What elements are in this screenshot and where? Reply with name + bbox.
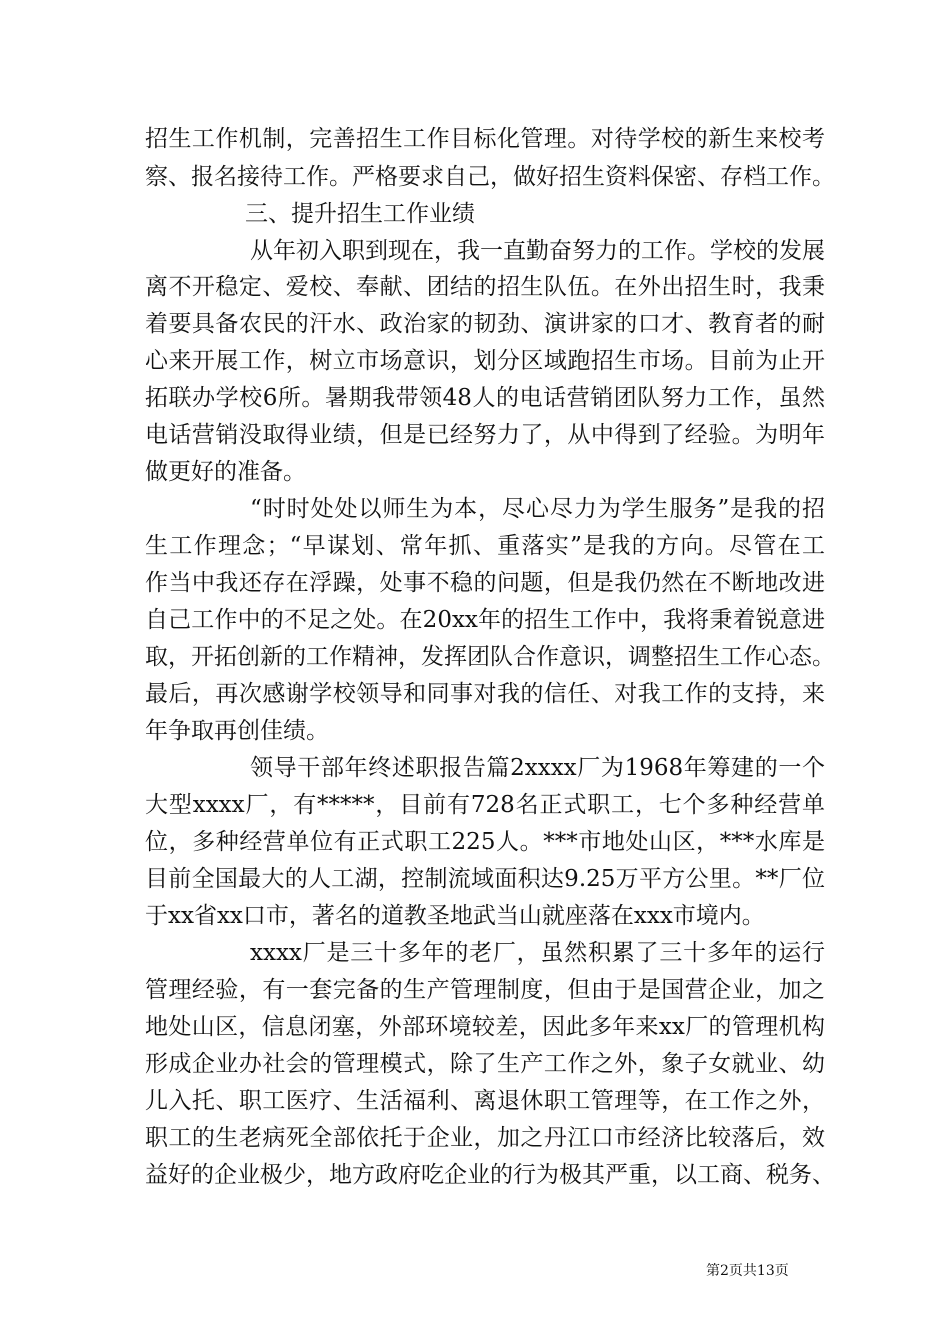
section-heading: 三、提升招生工作业绩	[245, 201, 475, 227]
paragraph-line: 自己工作中的不足之处。在20xx年的招生工作中，我将秉着锐意进	[145, 607, 825, 633]
paragraph-line: 最后，再次感谢学校领导和同事对我的信任、对我工作的支持，来	[145, 681, 825, 707]
paragraph-line: 从年初入职到现在，我一直勤奋努力的工作。学校的发展	[250, 238, 825, 264]
paragraph-line: 儿入托、职工医疗、生活福利、离退休职工管理等，在工作之外，	[145, 1088, 825, 1114]
paragraph-line: 拓联办学校6所。暑期我带领48人的电话营销团队努力工作，虽然	[145, 385, 825, 411]
page-number: 第2页共13页	[706, 1263, 789, 1279]
paragraph-line: 管理经验，有一套完备的生产管理制度，但由于是国营企业，加之	[145, 977, 825, 1003]
paragraph-line: 形成企业办社会的管理模式，除了生产工作之外，象子女就业、幼	[145, 1051, 825, 1077]
paragraph-line: 生工作理念；“早谋划、常年抓、重落实”是我的方向。尽管在工	[145, 533, 825, 559]
paragraph-line: 电话营销没取得业绩，但是已经努力了，从中得到了经验。为明年	[145, 422, 825, 448]
paragraph-line: 职工的生老病死全部依托于企业，加之丹江口市经济比较落后，效	[145, 1125, 825, 1151]
paragraph-line: 益好的企业极少，地方政府吃企业的行为极其严重，以工商、税务、	[145, 1162, 835, 1188]
paragraph-line: 作当中我还存在浮躁，处事不稳的问题，但是我仍然在不断地改进	[145, 570, 825, 596]
paragraph-line: 目前全国最大的人工湖，控制流域面积达9.25万平方公里。**厂位	[145, 866, 825, 892]
paragraph-line: 于xx省xx口市，著名的道教圣地武当山就座落在xxx市境内。	[145, 903, 765, 929]
paragraph-line: xxxx厂是三十多年的老厂，虽然积累了三十多年的运行	[250, 940, 825, 966]
paragraph-line: 着要具备农民的汗水、政治家的韧劲、演讲家的口才、教育者的耐	[145, 311, 825, 337]
paragraph-line: “时时处处以师生为本，尽心尽力为学生服务”是我的招	[250, 496, 825, 522]
paragraph-line: 领导干部年终述职报告篇2xxxx厂为1968年筹建的一个	[250, 755, 825, 781]
paragraph-line: 大型xxxx厂，有*****，目前有728名正式职工，七个多种经营单	[145, 792, 825, 818]
paragraph-line: 位，多种经营单位有正式职工225人。***市地处山区，***水库是	[145, 829, 825, 855]
paragraph-line: 离不开稳定、爱校、奉献、团结的招生队伍。在外出招生时，我秉	[145, 274, 825, 300]
paragraph-line: 察、报名接待工作。严格要求自己，做好招生资料保密、存档工作。	[145, 164, 835, 190]
paragraph-line: 心来开展工作，树立市场意识，划分区域跑招生市场。目前为止开	[145, 348, 825, 374]
paragraph-line: 年争取再创佳绩。	[145, 718, 329, 744]
paragraph-line: 做更好的准备。	[145, 459, 306, 485]
paragraph-line: 地处山区，信息闭塞，外部环境较差，因此多年来xx厂的管理机构	[145, 1014, 825, 1040]
paragraph-line: 招生工作机制，完善招生工作目标化管理。对待学校的新生来校考	[145, 126, 825, 152]
paragraph-line: 取，开拓创新的工作精神，发挥团队合作意识，调整招生工作心态。	[145, 644, 835, 670]
